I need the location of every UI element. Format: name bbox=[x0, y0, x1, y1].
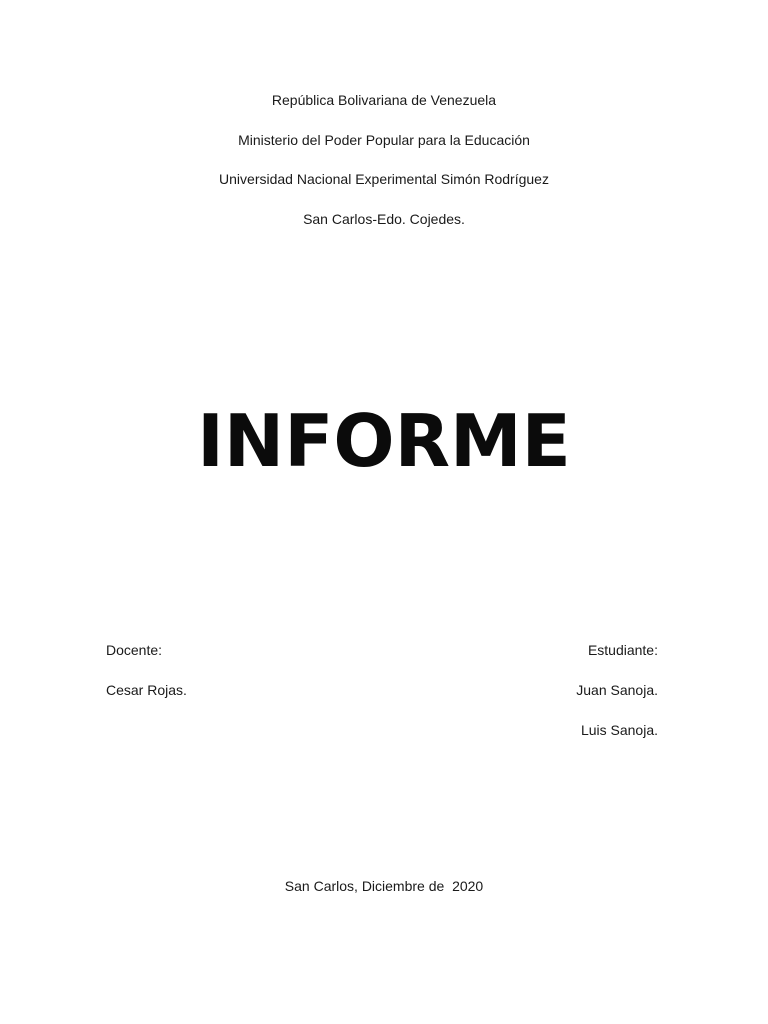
teacher-name: Cesar Rojas. bbox=[106, 682, 187, 698]
ministry-line: Ministerio del Poder Popular para la Educación bbox=[238, 131, 530, 148]
country-line: República Bolivariana de Venezuela bbox=[271, 92, 497, 108]
student-label: Estudiante: bbox=[587, 642, 658, 658]
student-name: Juan Sanoja. bbox=[576, 682, 658, 698]
teacher-label: Docente: bbox=[106, 642, 163, 658]
location-line: San Carlos-Edo. Cojedes. bbox=[303, 211, 465, 228]
university-line: Universidad Nacional Experimental Simón Rodríguez bbox=[219, 171, 549, 188]
student-name: Luis Sanoja. bbox=[580, 722, 658, 738]
institution-header bbox=[0, 90, 768, 249]
date-footer: San Carlos, Diciembre de 2020 bbox=[284, 878, 484, 894]
student-block bbox=[576, 640, 658, 760]
document-title: INFORME bbox=[197, 399, 571, 483]
teacher-block bbox=[106, 640, 187, 720]
